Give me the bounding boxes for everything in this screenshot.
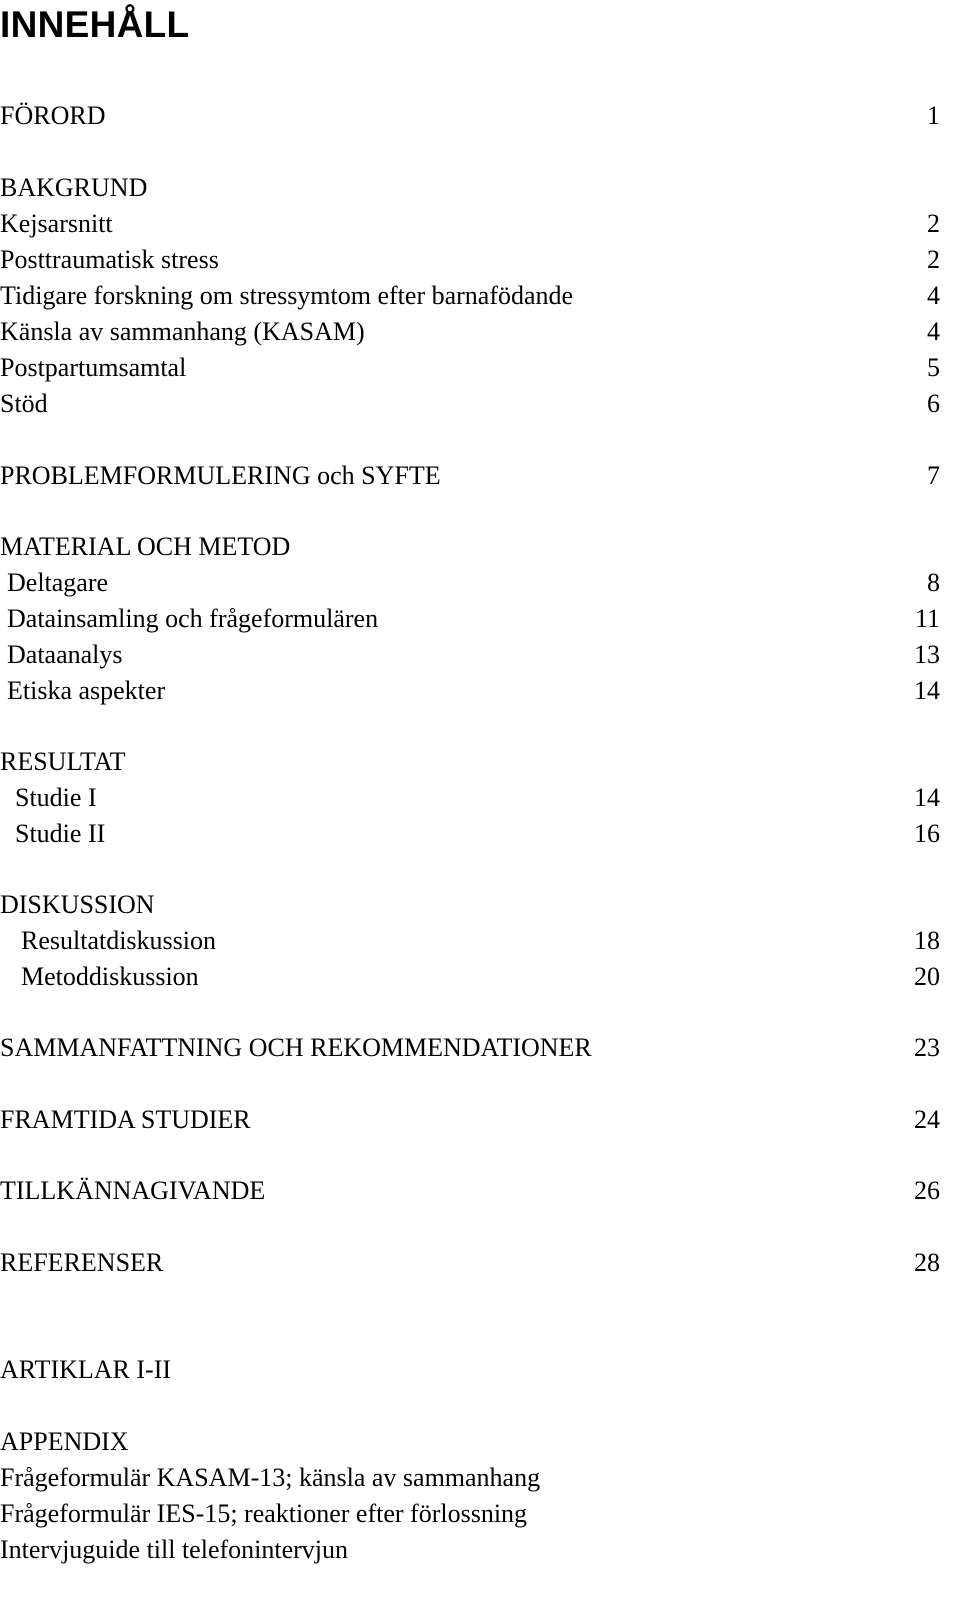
toc-heading-sammanfattning <box>0 1030 940 1066</box>
toc-heading-label: REFERENSER <box>0 1248 164 1277</box>
toc-heading-label: ARTIKLAR I-II <box>0 1355 172 1384</box>
toc-heading-bakgrund <box>0 170 940 206</box>
toc-page-number: 20 <box>914 962 940 991</box>
toc-entry-label: Intervjuguide till telefonintervjun <box>0 1535 349 1564</box>
toc-entry <box>0 780 940 816</box>
toc-heading-label: SAMMANFATTNING OCH REKOMMENDATIONER <box>0 1033 592 1062</box>
toc-heading-label: RESULTAT <box>0 747 126 776</box>
toc-page-number: 26 <box>914 1176 940 1205</box>
toc-page-number: 14 <box>914 676 940 705</box>
toc-heading-label: MATERIAL OCH METOD <box>0 532 291 561</box>
toc-heading-appendix <box>0 1424 940 1460</box>
toc-entry <box>0 1460 940 1496</box>
toc-heading-label: PROBLEMFORMULERING och SYFTE <box>0 461 441 490</box>
toc-page-number: 1 <box>927 101 940 130</box>
toc-page-number: 8 <box>927 568 940 597</box>
toc-entry <box>0 565 940 601</box>
toc-page-number: 7 <box>927 461 940 490</box>
toc-page-number: 14 <box>914 783 940 812</box>
toc-page-number: 11 <box>914 604 940 633</box>
toc-heading-fororord <box>0 98 940 134</box>
toc-entry <box>0 923 940 959</box>
toc-heading-material-och-metod <box>0 529 940 565</box>
toc-heading-label: TILLKÄNNAGIVANDE <box>0 1176 266 1205</box>
toc-heading-framtida-studier <box>0 1102 940 1138</box>
toc-entry-label: Dataanalys <box>7 640 123 669</box>
toc-heading-problemformulering <box>0 458 940 494</box>
toc-entry <box>0 386 940 422</box>
toc-heading-tillkannagivande <box>0 1173 940 1209</box>
toc-page-number: 5 <box>927 353 940 382</box>
toc-entry <box>0 1532 940 1568</box>
toc-page-number: 28 <box>914 1248 940 1277</box>
toc-heading-diskussion <box>0 887 940 923</box>
toc-entry <box>0 278 940 314</box>
toc-entry-label: Posttraumatisk stress <box>0 245 219 274</box>
toc-page-number: 23 <box>914 1033 940 1062</box>
toc-page-number: 18 <box>914 926 940 955</box>
toc-entry-label: Stöd <box>0 389 48 418</box>
toc-entry-label: Frågeformulär KASAM-13; känsla av sammanhang <box>0 1463 541 1492</box>
toc-entry-label: Tidigare forskning om stressymtom efter barnafödande <box>0 281 574 310</box>
toc-heading-referenser <box>0 1245 940 1281</box>
toc-entry <box>0 637 940 673</box>
toc-page-number: 4 <box>927 317 940 346</box>
toc-entry-label: Metoddiskussion <box>21 962 199 991</box>
toc-entry-label: Frågeformulär IES-15; reaktioner efter förlossning <box>0 1499 528 1528</box>
toc-page-number: 2 <box>927 209 940 238</box>
toc-entry-label: Datainsamling och frågeformulären <box>7 604 379 633</box>
toc-heading-label: FÖRORD <box>0 101 106 130</box>
toc-entry <box>0 242 940 278</box>
toc-entry-label: Studie I <box>15 783 97 812</box>
toc-entry <box>0 601 940 637</box>
toc-page-number: 16 <box>914 819 940 848</box>
toc-entry <box>0 314 940 350</box>
toc-entry <box>0 350 940 386</box>
toc-heading-label: BAKGRUND <box>0 173 148 202</box>
toc-entry <box>0 959 940 995</box>
toc-heading-resultat <box>0 744 940 780</box>
toc-heading-label: DISKUSSION <box>0 890 155 919</box>
toc-entry-label: Postpartumsamtal <box>0 353 187 382</box>
toc-entry <box>0 206 940 242</box>
toc-entry <box>0 673 940 709</box>
toc-entry <box>0 816 940 852</box>
toc-page-number: 13 <box>914 640 940 669</box>
toc-entry-label: Studie II <box>15 819 106 848</box>
toc-entry-label: Känsla av sammanhang (KASAM) <box>0 317 365 346</box>
toc-entry-label: Etiska aspekter <box>7 676 166 705</box>
toc-entry-label: Deltagare <box>7 568 109 597</box>
toc-entry-label: Kejsarsnitt <box>0 209 113 238</box>
toc-heading-label: FRAMTIDA STUDIER <box>0 1105 251 1134</box>
toc-page-number: 4 <box>927 281 940 310</box>
toc-entry <box>0 1496 940 1532</box>
toc-heading-artiklar <box>0 1352 940 1388</box>
toc-page-number: 6 <box>927 389 940 418</box>
toc-heading-label: APPENDIX <box>0 1427 129 1456</box>
toc-entry-label: Resultatdiskussion <box>21 926 217 955</box>
toc-page-number: 2 <box>927 245 940 274</box>
page-title: INNEHÅLL <box>0 4 190 45</box>
toc-page-number: 24 <box>914 1105 940 1134</box>
